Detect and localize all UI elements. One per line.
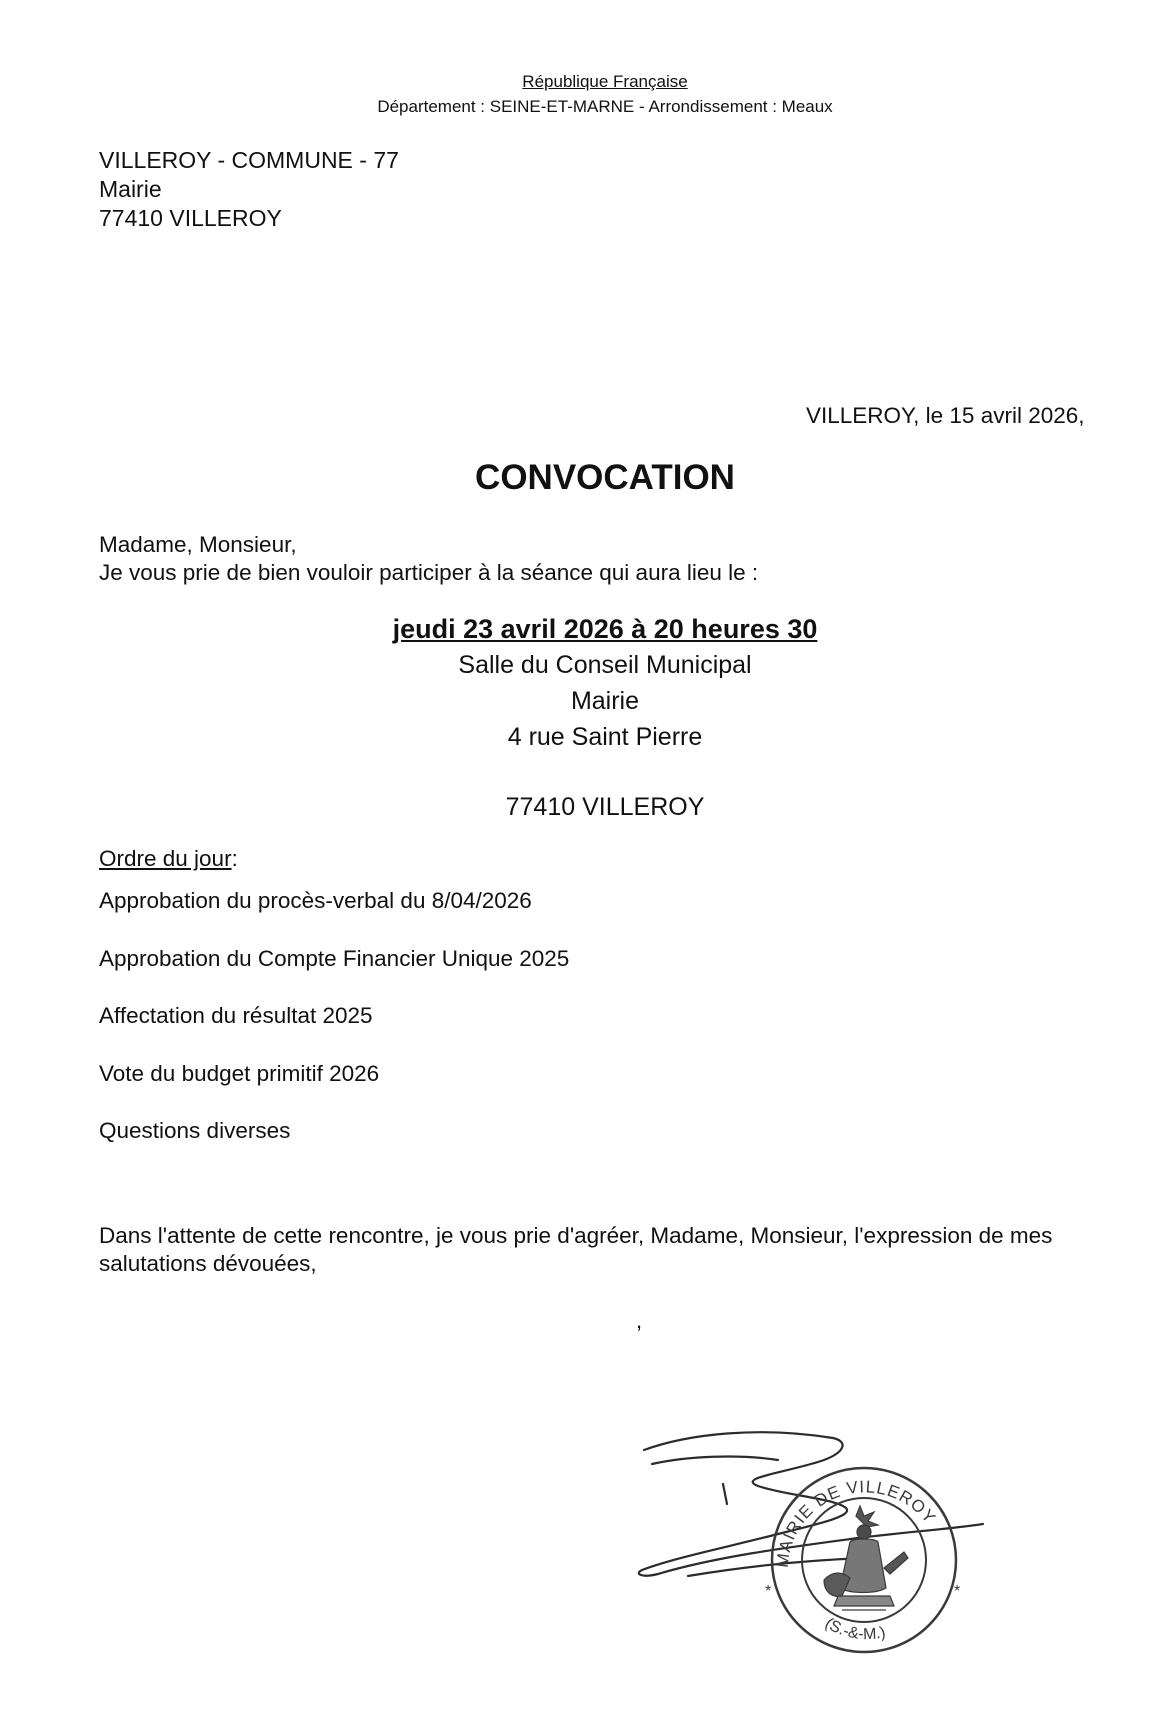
agenda-item: Approbation du procès-verbal du 8/04/2026: [99, 888, 532, 913]
agenda-item: Questions diverses: [99, 1118, 291, 1143]
seal-ring-text: MAIRIE DE VILLEROY: [772, 1477, 940, 1569]
agenda-item: Approbation du Compte Financier Unique 2025: [99, 945, 570, 971]
greeting-block: [99, 531, 758, 587]
meeting-datetime: jeudi 23 avril 2026 à 20 heures 30: [392, 614, 818, 644]
document-title: CONVOCATION: [475, 458, 735, 497]
agenda-colon: :: [231, 846, 238, 871]
meeting-details: [0, 611, 1158, 825]
agenda-heading: [99, 846, 238, 872]
signature-and-seal: [628, 1420, 998, 1690]
meeting-building: Mairie: [570, 687, 640, 715]
invitation-text: Je vous prie de bien vouloir participer à la séance qui aura lieu le :: [99, 560, 759, 585]
marianne-emblem-icon: [824, 1506, 908, 1610]
agenda-item: Affectation du résultat 2025: [99, 1003, 373, 1028]
meeting-street: 4 rue Saint Pierre: [507, 723, 703, 751]
mairie-seal: [765, 1468, 960, 1652]
agenda-item: Vote du budget primitif 2026: [99, 1060, 380, 1086]
meeting-room: Salle du Conseil Municipal: [458, 651, 752, 679]
svg-text:*: *: [765, 1583, 772, 1600]
sender-line-commune: VILLEROY - COMMUNE - 77: [99, 147, 399, 173]
signature-comma: ,: [636, 1308, 643, 1333]
seal-bottom-text: (S.-&-M.): [821, 1614, 888, 1644]
meeting-city: 77410 VILLEROY: [505, 793, 705, 821]
letter-date: VILLEROY, le 15 avril 2026,: [806, 403, 1085, 428]
agenda-label: Ordre du jour: [99, 846, 232, 871]
department-line: Département : SEINE-ET-MARNE - Arrondissement : Meaux: [377, 97, 833, 116]
sender-line-city: 77410 VILLEROY: [99, 205, 282, 231]
svg-text:*: *: [954, 1583, 961, 1600]
republic-heading: République Française: [522, 72, 688, 91]
sender-line-mairie: Mairie: [99, 176, 162, 202]
sender-address: [99, 146, 399, 233]
agenda-list: [99, 887, 569, 1175]
closing-paragraph: Dans l'attente de cette rencontre, je vous prie d'agréer, Madame, Monsieur, l'expression de mes salutations dévouées,: [99, 1223, 1053, 1276]
salutation: Madame, Monsieur,: [99, 532, 297, 557]
